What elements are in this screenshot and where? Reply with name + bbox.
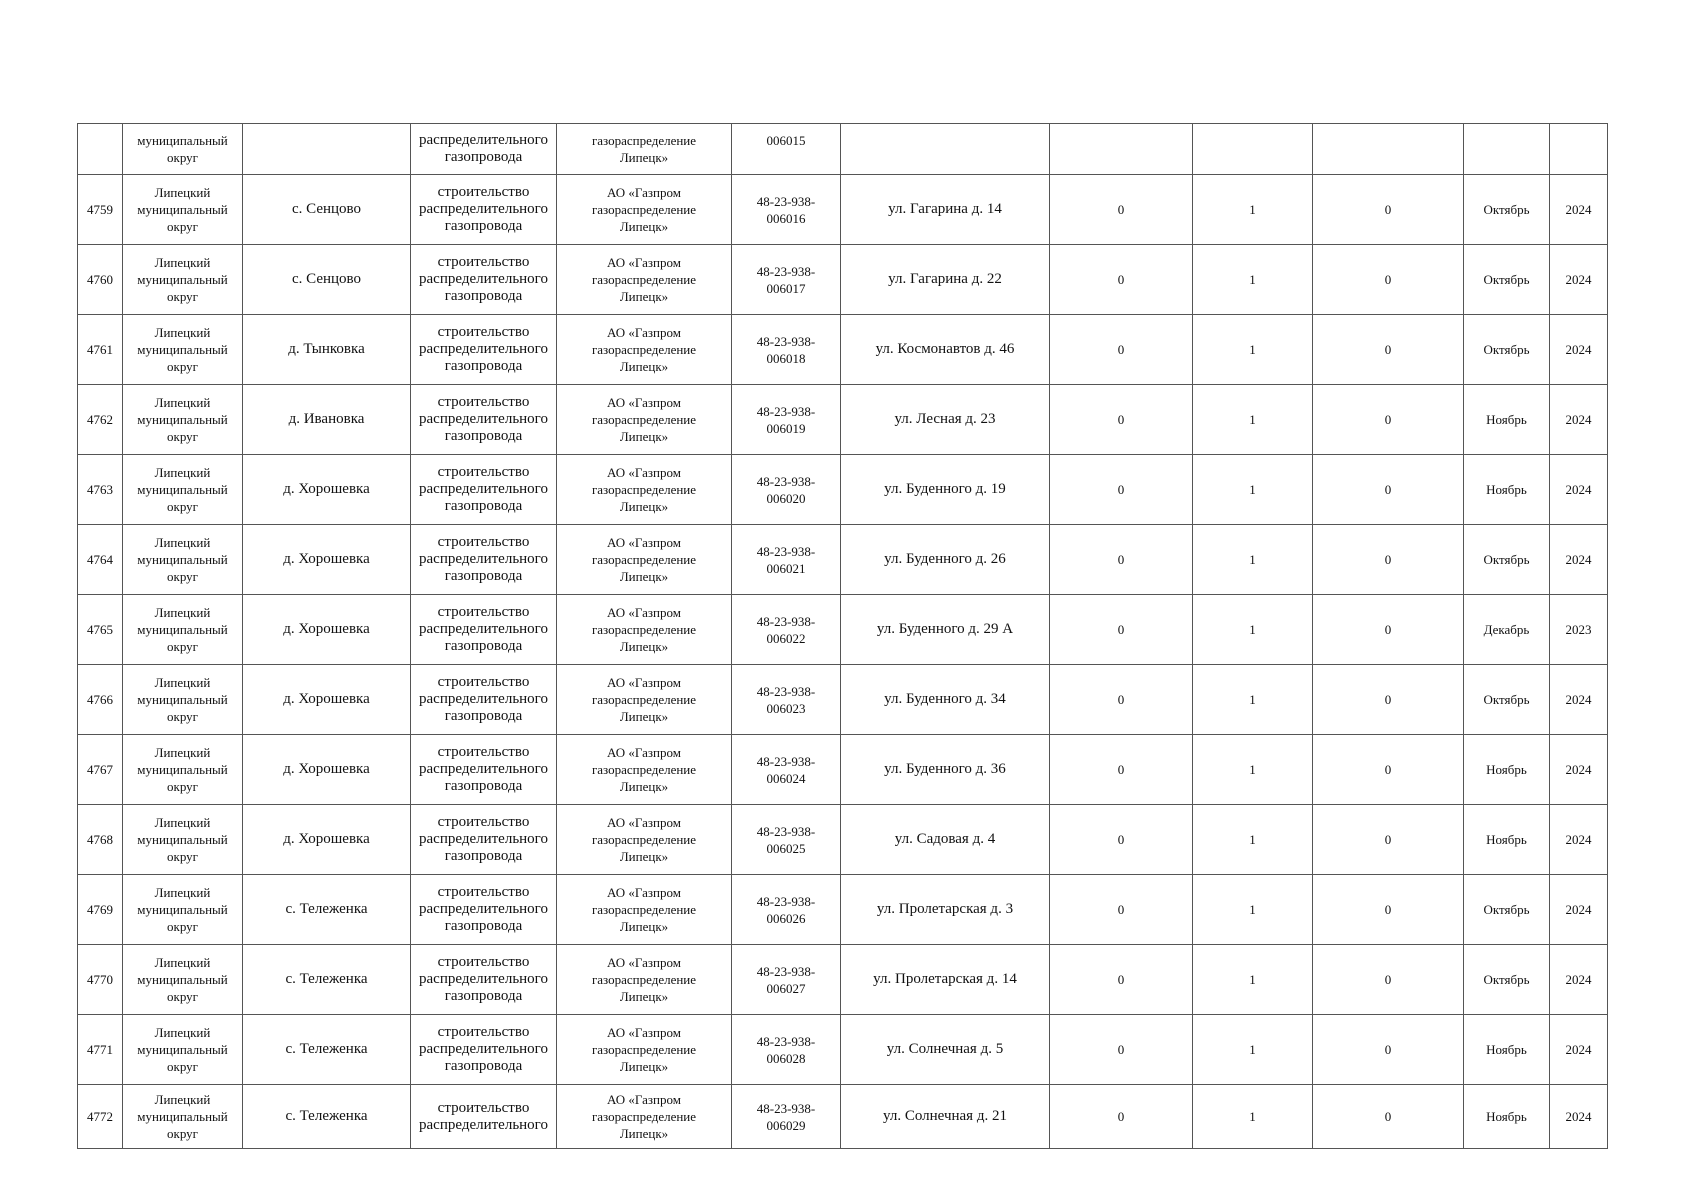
district-cell: муниципальный округ bbox=[123, 124, 243, 175]
address-cell: ул. Солнечная д. 5 bbox=[841, 1015, 1050, 1085]
value-1-cell: 0 bbox=[1050, 595, 1193, 665]
row-number-cell: 4764 bbox=[78, 525, 123, 595]
value-3-cell: 0 bbox=[1313, 665, 1464, 735]
organization-cell: АО «Газпром газораспределение Липецк» bbox=[557, 455, 732, 525]
address-cell: ул. Буденного д. 26 bbox=[841, 525, 1050, 595]
object-code-cell: 48-23-938- 006016 bbox=[732, 175, 841, 245]
document-page bbox=[77, 123, 1608, 1149]
table-row bbox=[78, 595, 1608, 665]
settlement-cell: д. Хорошевка bbox=[243, 665, 411, 735]
row-number-cell: 4760 bbox=[78, 245, 123, 315]
district-cell: Липецкий муниципальный округ bbox=[123, 1015, 243, 1085]
organization-cell: АО «Газпром газораспределение Липецк» bbox=[557, 665, 732, 735]
row-number-cell: 4766 bbox=[78, 665, 123, 735]
value-1-cell: 0 bbox=[1050, 175, 1193, 245]
district-cell: Липецкий муниципальный округ bbox=[123, 875, 243, 945]
object-code-cell: 48-23-938- 006019 bbox=[732, 385, 841, 455]
table-row bbox=[78, 315, 1608, 385]
month-cell: Ноябрь bbox=[1464, 1015, 1550, 1085]
table-row bbox=[78, 245, 1608, 315]
work-type-cell: строительство распределительного газопровода bbox=[411, 1015, 557, 1085]
year-cell: 2024 bbox=[1550, 945, 1608, 1015]
month-cell: Октябрь bbox=[1464, 175, 1550, 245]
value-1-cell: 0 bbox=[1050, 1085, 1193, 1149]
month-cell: Октябрь bbox=[1464, 945, 1550, 1015]
address-cell: ул. Космонавтов д. 46 bbox=[841, 315, 1050, 385]
object-code-cell: 48-23-938- 006024 bbox=[732, 735, 841, 805]
work-type-cell: строительство распределительного bbox=[411, 1085, 557, 1149]
settlement-cell: с. Сенцово bbox=[243, 175, 411, 245]
object-code-cell: 48-23-938- 006017 bbox=[732, 245, 841, 315]
address-cell: ул. Гагарина д. 22 bbox=[841, 245, 1050, 315]
organization-cell: АО «Газпром газораспределение Липецк» bbox=[557, 245, 732, 315]
work-type-cell: строительство распределительного газопровода bbox=[411, 245, 557, 315]
organization-cell: АО «Газпром газораспределение Липецк» bbox=[557, 805, 732, 875]
value-1-cell: 0 bbox=[1050, 875, 1193, 945]
district-cell: Липецкий муниципальный округ bbox=[123, 315, 243, 385]
organization-cell: АО «Газпром газораспределение Липецк» bbox=[557, 1015, 732, 1085]
value-3-cell bbox=[1313, 124, 1464, 175]
row-number-cell: 4759 bbox=[78, 175, 123, 245]
organization-cell: газораспределение Липецк» bbox=[557, 124, 732, 175]
value-2-cell: 1 bbox=[1193, 245, 1313, 315]
row-number-cell: 4762 bbox=[78, 385, 123, 455]
value-1-cell: 0 bbox=[1050, 245, 1193, 315]
district-cell: Липецкий муниципальный округ bbox=[123, 805, 243, 875]
district-cell: Липецкий муниципальный округ bbox=[123, 595, 243, 665]
value-1-cell: 0 bbox=[1050, 735, 1193, 805]
year-cell: 2024 bbox=[1550, 525, 1608, 595]
value-3-cell: 0 bbox=[1313, 315, 1464, 385]
settlement-cell: с. Тележенка bbox=[243, 1015, 411, 1085]
value-2-cell: 1 bbox=[1193, 595, 1313, 665]
year-cell bbox=[1550, 124, 1608, 175]
work-type-cell: строительство распределительного газопровода bbox=[411, 525, 557, 595]
address-cell: ул. Буденного д. 19 bbox=[841, 455, 1050, 525]
month-cell: Ноябрь bbox=[1464, 385, 1550, 455]
object-code-cell: 006015 bbox=[732, 124, 841, 175]
row-number-cell: 4763 bbox=[78, 455, 123, 525]
value-2-cell: 1 bbox=[1193, 735, 1313, 805]
object-code-cell: 48-23-938- 006020 bbox=[732, 455, 841, 525]
row-number-cell: 4768 bbox=[78, 805, 123, 875]
organization-cell: АО «Газпром газораспределение Липецк» bbox=[557, 525, 732, 595]
table-row bbox=[78, 1085, 1608, 1149]
work-type-cell: строительство распределительного газопровода bbox=[411, 805, 557, 875]
district-cell: Липецкий муниципальный округ bbox=[123, 1085, 243, 1149]
organization-cell: АО «Газпром газораспределение Липецк» bbox=[557, 875, 732, 945]
table-row bbox=[78, 665, 1608, 735]
month-cell: Ноябрь bbox=[1464, 735, 1550, 805]
organization-cell: АО «Газпром газораспределение Липецк» bbox=[557, 595, 732, 665]
gas-pipeline-table bbox=[77, 123, 1608, 1149]
organization-cell: АО «Газпром газораспределение Липецк» bbox=[557, 385, 732, 455]
address-cell: ул. Пролетарская д. 14 bbox=[841, 945, 1050, 1015]
district-cell: Липецкий муниципальный округ bbox=[123, 455, 243, 525]
address-cell: ул. Буденного д. 36 bbox=[841, 735, 1050, 805]
year-cell: 2024 bbox=[1550, 735, 1608, 805]
object-code-cell: 48-23-938- 006026 bbox=[732, 875, 841, 945]
month-cell: Октябрь bbox=[1464, 315, 1550, 385]
month-cell: Октябрь bbox=[1464, 665, 1550, 735]
value-2-cell: 1 bbox=[1193, 315, 1313, 385]
work-type-cell: строительство распределительного газопровода bbox=[411, 665, 557, 735]
value-1-cell: 0 bbox=[1050, 665, 1193, 735]
work-type-cell: строительство распределительного газопровода bbox=[411, 595, 557, 665]
value-2-cell: 1 bbox=[1193, 385, 1313, 455]
district-cell: Липецкий муниципальный округ bbox=[123, 385, 243, 455]
value-1-cell: 0 bbox=[1050, 455, 1193, 525]
address-cell: ул. Лесная д. 23 bbox=[841, 385, 1050, 455]
table-row bbox=[78, 1015, 1608, 1085]
year-cell: 2024 bbox=[1550, 315, 1608, 385]
row-number-cell: 4765 bbox=[78, 595, 123, 665]
settlement-cell: с. Сенцово bbox=[243, 245, 411, 315]
district-cell: Липецкий муниципальный округ bbox=[123, 175, 243, 245]
object-code-cell: 48-23-938- 006028 bbox=[732, 1015, 841, 1085]
table-row bbox=[78, 735, 1608, 805]
work-type-cell: строительство распределительного газопровода bbox=[411, 875, 557, 945]
work-type-cell: строительство распределительного газопровода bbox=[411, 455, 557, 525]
settlement-cell: д. Тынковка bbox=[243, 315, 411, 385]
organization-cell: АО «Газпром газораспределение Липецк» bbox=[557, 945, 732, 1015]
month-cell: Октябрь bbox=[1464, 245, 1550, 315]
address-cell: ул. Пролетарская д. 3 bbox=[841, 875, 1050, 945]
object-code-cell: 48-23-938- 006018 bbox=[732, 315, 841, 385]
address-cell: ул. Солнечная д. 21 bbox=[841, 1085, 1050, 1149]
settlement-cell: д. Хорошевка bbox=[243, 525, 411, 595]
address-cell bbox=[841, 124, 1050, 175]
settlement-cell: д. Хорошевка bbox=[243, 455, 411, 525]
year-cell: 2023 bbox=[1550, 595, 1608, 665]
district-cell: Липецкий муниципальный округ bbox=[123, 735, 243, 805]
year-cell: 2024 bbox=[1550, 1085, 1608, 1149]
value-3-cell: 0 bbox=[1313, 1015, 1464, 1085]
row-number-cell: 4761 bbox=[78, 315, 123, 385]
year-cell: 2024 bbox=[1550, 175, 1608, 245]
value-3-cell: 0 bbox=[1313, 735, 1464, 805]
work-type-cell: строительство распределительного газопровода bbox=[411, 315, 557, 385]
value-3-cell: 0 bbox=[1313, 595, 1464, 665]
district-cell: Липецкий муниципальный округ bbox=[123, 525, 243, 595]
month-cell: Ноябрь bbox=[1464, 1085, 1550, 1149]
value-2-cell: 1 bbox=[1193, 945, 1313, 1015]
address-cell: ул. Буденного д. 34 bbox=[841, 665, 1050, 735]
object-code-cell: 48-23-938- 006022 bbox=[732, 595, 841, 665]
row-number-cell: 4767 bbox=[78, 735, 123, 805]
organization-cell: АО «Газпром газораспределение Липецк» bbox=[557, 735, 732, 805]
row-number-cell: 4770 bbox=[78, 945, 123, 1015]
settlement-cell: д. Хорошевка bbox=[243, 735, 411, 805]
address-cell: ул. Буденного д. 29 А bbox=[841, 595, 1050, 665]
row-number-cell: 4772 bbox=[78, 1085, 123, 1149]
row-number-cell bbox=[78, 124, 123, 175]
value-3-cell: 0 bbox=[1313, 525, 1464, 595]
month-cell: Октябрь bbox=[1464, 875, 1550, 945]
work-type-cell: строительство распределительного газопровода bbox=[411, 175, 557, 245]
year-cell: 2024 bbox=[1550, 455, 1608, 525]
value-3-cell: 0 bbox=[1313, 245, 1464, 315]
work-type-cell: строительство распределительного газопровода bbox=[411, 735, 557, 805]
value-3-cell: 0 bbox=[1313, 175, 1464, 245]
organization-cell: АО «Газпром газораспределение Липецк» bbox=[557, 175, 732, 245]
table-row bbox=[78, 875, 1608, 945]
settlement-cell: с. Тележенка bbox=[243, 875, 411, 945]
district-cell: Липецкий муниципальный округ bbox=[123, 665, 243, 735]
year-cell: 2024 bbox=[1550, 245, 1608, 315]
table-row bbox=[78, 175, 1608, 245]
month-cell: Октябрь bbox=[1464, 525, 1550, 595]
value-1-cell: 0 bbox=[1050, 525, 1193, 595]
year-cell: 2024 bbox=[1550, 875, 1608, 945]
value-2-cell: 1 bbox=[1193, 1015, 1313, 1085]
value-3-cell: 0 bbox=[1313, 805, 1464, 875]
object-code-cell: 48-23-938- 006027 bbox=[732, 945, 841, 1015]
value-2-cell bbox=[1193, 124, 1313, 175]
value-2-cell: 1 bbox=[1193, 525, 1313, 595]
month-cell bbox=[1464, 124, 1550, 175]
work-type-cell: строительство распределительного газопровода bbox=[411, 385, 557, 455]
month-cell: Ноябрь bbox=[1464, 455, 1550, 525]
value-2-cell: 1 bbox=[1193, 1085, 1313, 1149]
value-2-cell: 1 bbox=[1193, 665, 1313, 735]
value-1-cell bbox=[1050, 124, 1193, 175]
value-3-cell: 0 bbox=[1313, 385, 1464, 455]
district-cell: Липецкий муниципальный округ bbox=[123, 945, 243, 1015]
value-2-cell: 1 bbox=[1193, 175, 1313, 245]
settlement-cell: д. Ивановка bbox=[243, 385, 411, 455]
value-3-cell: 0 bbox=[1313, 875, 1464, 945]
settlement-cell: д. Хорошевка bbox=[243, 805, 411, 875]
work-type-cell: строительство распределительного газопровода bbox=[411, 945, 557, 1015]
value-2-cell: 1 bbox=[1193, 455, 1313, 525]
object-code-cell: 48-23-938- 006029 bbox=[732, 1085, 841, 1149]
address-cell: ул. Гагарина д. 14 bbox=[841, 175, 1050, 245]
table-row-continued bbox=[78, 124, 1608, 175]
year-cell: 2024 bbox=[1550, 1015, 1608, 1085]
value-1-cell: 0 bbox=[1050, 385, 1193, 455]
district-cell: Липецкий муниципальный округ bbox=[123, 245, 243, 315]
value-3-cell: 0 bbox=[1313, 945, 1464, 1015]
value-2-cell: 1 bbox=[1193, 805, 1313, 875]
year-cell: 2024 bbox=[1550, 805, 1608, 875]
work-type-cell: распределительного газопровода bbox=[411, 124, 557, 175]
settlement-cell: с. Тележенка bbox=[243, 1085, 411, 1149]
table-row bbox=[78, 945, 1608, 1015]
value-3-cell: 0 bbox=[1313, 455, 1464, 525]
value-2-cell: 1 bbox=[1193, 875, 1313, 945]
row-number-cell: 4769 bbox=[78, 875, 123, 945]
organization-cell: АО «Газпром газораспределение Липецк» bbox=[557, 1085, 732, 1149]
table-row bbox=[78, 805, 1608, 875]
table-row bbox=[78, 385, 1608, 455]
settlement-cell bbox=[243, 124, 411, 175]
address-cell: ул. Садовая д. 4 bbox=[841, 805, 1050, 875]
organization-cell: АО «Газпром газораспределение Липецк» bbox=[557, 315, 732, 385]
object-code-cell: 48-23-938- 006025 bbox=[732, 805, 841, 875]
settlement-cell: д. Хорошевка bbox=[243, 595, 411, 665]
month-cell: Декабрь bbox=[1464, 595, 1550, 665]
value-1-cell: 0 bbox=[1050, 315, 1193, 385]
value-1-cell: 0 bbox=[1050, 945, 1193, 1015]
settlement-cell: с. Тележенка bbox=[243, 945, 411, 1015]
month-cell: Ноябрь bbox=[1464, 805, 1550, 875]
year-cell: 2024 bbox=[1550, 665, 1608, 735]
row-number-cell: 4771 bbox=[78, 1015, 123, 1085]
table-row bbox=[78, 525, 1608, 595]
table-row bbox=[78, 455, 1608, 525]
value-1-cell: 0 bbox=[1050, 805, 1193, 875]
object-code-cell: 48-23-938- 006023 bbox=[732, 665, 841, 735]
value-3-cell: 0 bbox=[1313, 1085, 1464, 1149]
year-cell: 2024 bbox=[1550, 385, 1608, 455]
value-1-cell: 0 bbox=[1050, 1015, 1193, 1085]
object-code-cell: 48-23-938- 006021 bbox=[732, 525, 841, 595]
